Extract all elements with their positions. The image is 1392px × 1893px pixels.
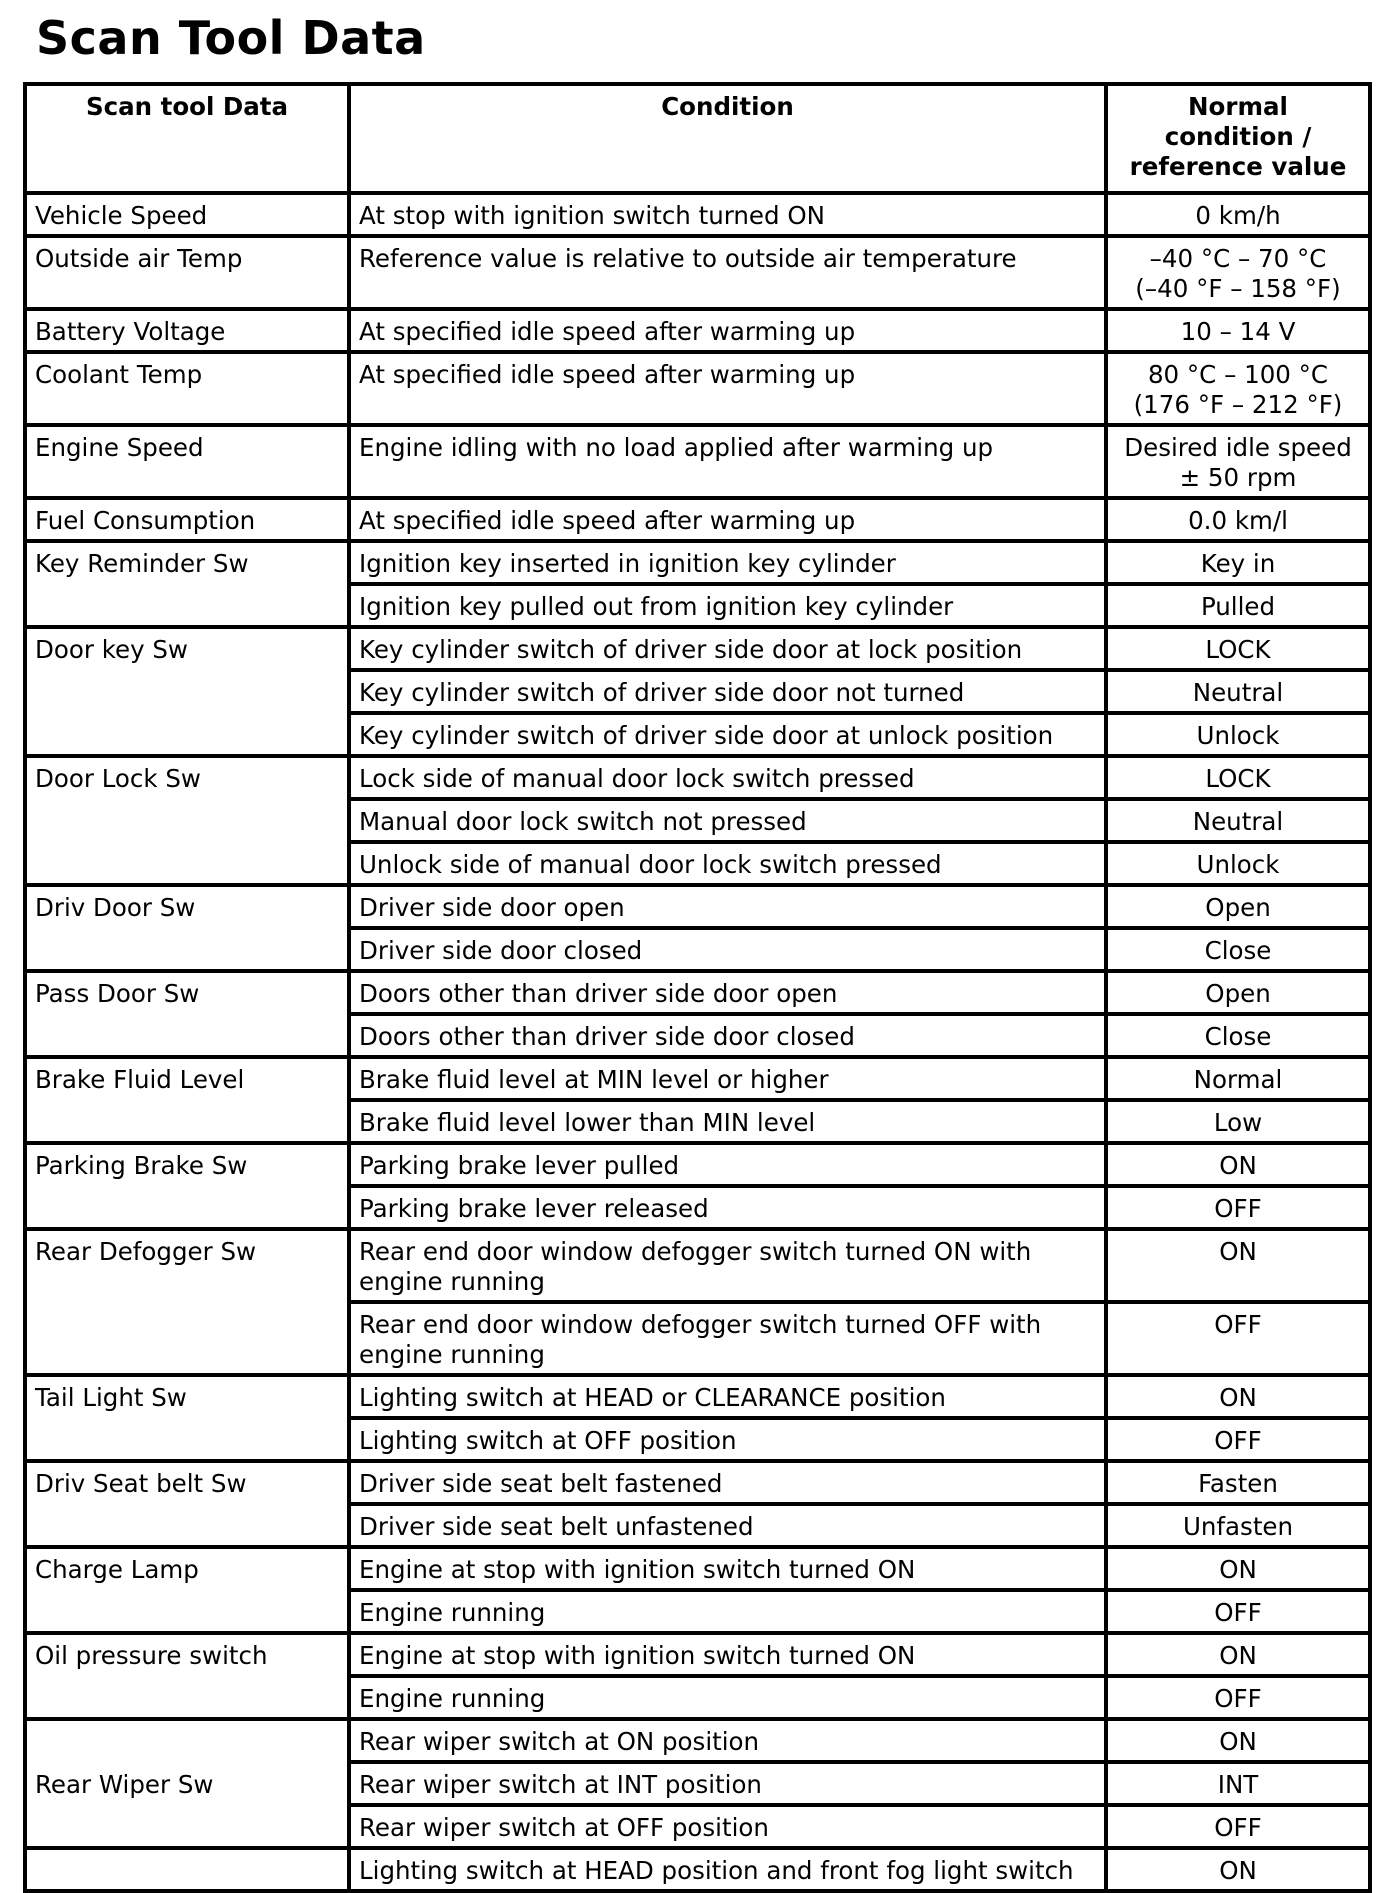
reference-value: 10 – 14 V — [1180, 317, 1296, 346]
scan-item-cell: Tail Light Sw — [25, 1375, 349, 1461]
condition-text: Rear wiper switch at ON position — [359, 1727, 760, 1756]
reference-value: ON — [1219, 1237, 1257, 1266]
condition-cell — [349, 352, 1106, 425]
page-title: Scan Tool Data — [36, 11, 426, 65]
table-body — [25, 193, 1370, 1891]
scan-item-cell: Driv Door Sw — [25, 885, 349, 971]
condition-cell — [349, 885, 1106, 928]
condition-text: Doors other than driver side door closed — [359, 1022, 855, 1051]
condition-text: Lighting switch at HEAD or CLEARANCE position — [359, 1383, 946, 1412]
condition-cell — [349, 498, 1106, 541]
condition-text: Key cylinder switch of driver side door at lock position — [359, 635, 1023, 664]
condition-cell — [349, 236, 1106, 309]
header-value-line3: reference value — [1129, 152, 1347, 181]
scan-item-cell: Battery Voltage — [25, 309, 349, 352]
reference-value: ON — [1219, 1727, 1257, 1756]
condition-cell — [349, 1805, 1106, 1848]
condition-cell — [349, 1719, 1106, 1762]
condition-cell — [349, 842, 1106, 885]
table-row — [25, 1848, 1370, 1891]
scan-item-cell: Coolant Temp — [25, 352, 349, 425]
reference-value-cell — [1106, 713, 1370, 756]
reference-value-cell — [1106, 670, 1370, 713]
reference-value: OFF — [1214, 1194, 1262, 1223]
reference-value: ON — [1219, 1641, 1257, 1670]
condition-text: Manual door lock switch not pressed — [359, 807, 807, 836]
reference-value-cell — [1106, 352, 1370, 425]
condition-cell — [349, 1461, 1106, 1504]
condition-cell — [349, 670, 1106, 713]
condition-cell — [349, 425, 1106, 498]
scan-item-cell: Outside air Temp — [25, 236, 349, 309]
condition-cell — [349, 1100, 1106, 1143]
reference-value-cell — [1106, 1418, 1370, 1461]
reference-value: Desired idle speed — [1124, 433, 1352, 462]
table-row — [25, 352, 1370, 425]
condition-text: Lock side of manual door lock switch pressed — [359, 764, 915, 793]
table-row — [25, 1375, 1370, 1418]
reference-value: Normal — [1193, 1065, 1283, 1094]
reference-value: Low — [1213, 1108, 1263, 1137]
header-condition — [349, 84, 1106, 193]
reference-value: Neutral — [1192, 678, 1284, 707]
condition-text: Ignition key inserted in ignition key cylinder — [359, 549, 896, 578]
condition-text: Engine running — [359, 1684, 546, 1713]
reference-value-cell — [1106, 309, 1370, 352]
reference-value-cell — [1106, 842, 1370, 885]
condition-text: Lighting switch at HEAD position and front fog light switch — [359, 1856, 1074, 1885]
header-value-line1: Normal — [1188, 92, 1288, 121]
reference-value: –40 °C – 70 °C — [1149, 244, 1327, 273]
scan-item-cell: Fuel Consumption — [25, 498, 349, 541]
condition-cell — [349, 1633, 1106, 1676]
condition-cell — [349, 1418, 1106, 1461]
reference-value-cell — [1106, 1848, 1370, 1891]
scan-item-cell: Door key Sw — [25, 627, 349, 756]
table-row — [25, 498, 1370, 541]
condition-cell — [349, 1302, 1106, 1375]
condition-cell — [349, 1375, 1106, 1418]
reference-value: 80 °C – 100 °C — [1147, 360, 1329, 389]
condition-text: At specified idle speed after warming up — [359, 506, 856, 535]
reference-value: OFF — [1214, 1598, 1262, 1627]
condition-cell — [349, 627, 1106, 670]
reference-value: Pulled — [1200, 592, 1276, 621]
table-row — [25, 1229, 1370, 1302]
reference-value-cell — [1106, 193, 1370, 236]
reference-value-cell — [1106, 236, 1370, 309]
header-normal-condition — [1106, 84, 1370, 193]
reference-value: Unlock — [1196, 721, 1280, 750]
reference-value: LOCK — [1205, 635, 1271, 664]
reference-value: ON — [1219, 1383, 1257, 1412]
reference-value-cell — [1106, 756, 1370, 799]
reference-value-cell — [1106, 498, 1370, 541]
table-row — [25, 541, 1370, 584]
condition-cell — [349, 309, 1106, 352]
table-row — [25, 425, 1370, 498]
condition-text-line2: engine running — [359, 1340, 545, 1369]
reference-value-cell — [1106, 584, 1370, 627]
reference-value: OFF — [1214, 1310, 1262, 1339]
scan-item-cell — [25, 1848, 349, 1891]
table-row — [25, 756, 1370, 799]
reference-value-cell — [1106, 799, 1370, 842]
condition-text: Parking brake lever pulled — [359, 1151, 680, 1180]
reference-value-cell — [1106, 1186, 1370, 1229]
scan-item-cell: Pass Door Sw — [25, 971, 349, 1057]
reference-value-cell — [1106, 928, 1370, 971]
reference-value-cell — [1106, 1375, 1370, 1418]
condition-cell — [349, 1590, 1106, 1633]
condition-text: Engine at stop with ignition switch turned ON — [359, 1555, 916, 1584]
scan-item-cell: Parking Brake Sw — [25, 1143, 349, 1229]
reference-value-cell — [1106, 425, 1370, 498]
reference-value: OFF — [1214, 1813, 1262, 1842]
header-condition-label: Condition — [661, 92, 794, 121]
condition-cell — [349, 584, 1106, 627]
reference-value: Key in — [1200, 549, 1276, 578]
condition-cell — [349, 1143, 1106, 1186]
condition-cell — [349, 713, 1106, 756]
condition-text: Engine running — [359, 1598, 546, 1627]
condition-text: Rear wiper switch at INT position — [359, 1770, 762, 1799]
reference-value-cell — [1106, 1504, 1370, 1547]
condition-text: Key cylinder switch of driver side door not turned — [359, 678, 965, 707]
condition-text: Unlock side of manual door lock switch pressed — [359, 850, 942, 879]
reference-value: 0.0 km/l — [1188, 506, 1288, 535]
reference-value: Close — [1204, 936, 1272, 965]
condition-cell — [349, 1229, 1106, 1302]
reference-value-cell — [1106, 1676, 1370, 1719]
table-header-row — [25, 84, 1370, 193]
reference-value-cell — [1106, 885, 1370, 928]
condition-text: Engine at stop with ignition switch turned ON — [359, 1641, 916, 1670]
reference-value: LOCK — [1205, 764, 1271, 793]
reference-value: OFF — [1214, 1684, 1262, 1713]
reference-value-cell — [1106, 1547, 1370, 1590]
reference-value-cell — [1106, 1014, 1370, 1057]
table-row — [25, 971, 1370, 1014]
header-item-label: Scan tool Data — [85, 92, 289, 121]
reference-value-cell — [1106, 1143, 1370, 1186]
condition-text: Driver side door open — [359, 893, 625, 922]
condition-text: Parking brake lever released — [359, 1194, 709, 1223]
condition-cell — [349, 756, 1106, 799]
table-row — [25, 309, 1370, 352]
condition-cell — [349, 1014, 1106, 1057]
condition-text: Engine idling with no load applied after warming up — [359, 433, 994, 462]
reference-value-cell — [1106, 627, 1370, 670]
condition-cell — [349, 1504, 1106, 1547]
table-row — [25, 885, 1370, 928]
reference-value-line2: ± 50 rpm — [1179, 463, 1297, 492]
reference-value: OFF — [1214, 1426, 1262, 1455]
reference-value-cell — [1106, 1229, 1370, 1302]
scan-item-cell: Key Reminder Sw — [25, 541, 349, 627]
condition-cell — [349, 1547, 1106, 1590]
table-row — [25, 1461, 1370, 1504]
condition-text: Rear wiper switch at OFF position — [359, 1813, 769, 1842]
condition-cell — [349, 971, 1106, 1014]
table-row — [25, 236, 1370, 309]
reference-value: Unfasten — [1182, 1512, 1294, 1541]
condition-cell — [349, 928, 1106, 971]
condition-cell — [349, 193, 1106, 236]
table-row — [25, 1547, 1370, 1590]
table-row — [25, 627, 1370, 670]
reference-value-cell — [1106, 1590, 1370, 1633]
scan-item-cell: Door Lock Sw — [25, 756, 349, 885]
scan-item-cell: Charge Lamp — [25, 1547, 349, 1633]
reference-value-cell — [1106, 1633, 1370, 1676]
condition-cell — [349, 1762, 1106, 1805]
condition-text: Driver side seat belt fastened — [359, 1469, 723, 1498]
reference-value-cell — [1106, 1805, 1370, 1848]
reference-value: INT — [1217, 1770, 1259, 1799]
condition-cell — [349, 541, 1106, 584]
reference-value-cell — [1106, 1057, 1370, 1100]
reference-value: Neutral — [1192, 807, 1284, 836]
scan-item-cell: Engine Speed — [25, 425, 349, 498]
condition-text: Driver side door closed — [359, 936, 643, 965]
condition-text: At specified idle speed after warming up — [359, 317, 856, 346]
condition-cell — [349, 1057, 1106, 1100]
scan-item-cell: Vehicle Speed — [25, 193, 349, 236]
reference-value-cell — [1106, 1100, 1370, 1143]
scan-item-cell: Rear Wiper Sw — [25, 1719, 349, 1848]
reference-value-cell — [1106, 1461, 1370, 1504]
reference-value: 0 km/h — [1195, 201, 1281, 230]
reference-value: ON — [1219, 1555, 1257, 1584]
condition-cell — [349, 1848, 1106, 1891]
condition-text: Driver side seat belt unfastened — [359, 1512, 754, 1541]
reference-value: Unlock — [1196, 850, 1280, 879]
reference-value: Open — [1205, 893, 1271, 922]
table-row — [25, 1057, 1370, 1100]
scan-tool-data-table — [23, 82, 1372, 1893]
condition-text: Lighting switch at OFF position — [359, 1426, 737, 1455]
condition-text: Ignition key pulled out from ignition key cylinder — [359, 592, 954, 621]
condition-cell — [349, 799, 1106, 842]
reference-value: ON — [1219, 1856, 1257, 1885]
table-row — [25, 193, 1370, 236]
condition-text: Rear end door window defogger switch turned OFF with — [359, 1310, 1042, 1339]
header-scan-tool-data — [25, 84, 349, 193]
reference-value-line2: (176 °F – 212 °F) — [1133, 390, 1343, 419]
reference-value-cell — [1106, 971, 1370, 1014]
header-value-line2: condition / — [1164, 122, 1312, 151]
table-row — [25, 1143, 1370, 1186]
reference-value-cell — [1106, 1762, 1370, 1805]
condition-text: Brake fluid level at MIN level or higher — [359, 1065, 829, 1094]
table-row — [25, 1633, 1370, 1676]
reference-value: Fasten — [1198, 1469, 1278, 1498]
reference-value-cell — [1106, 1302, 1370, 1375]
condition-text: Key cylinder switch of driver side door at unlock position — [359, 721, 1054, 750]
condition-text: At stop with ignition switch turned ON — [359, 201, 825, 230]
condition-text: Brake fluid level lower than MIN level — [359, 1108, 816, 1137]
scan-item-cell: Driv Seat belt Sw — [25, 1461, 349, 1547]
reference-value: Open — [1205, 979, 1271, 1008]
reference-value-cell — [1106, 1719, 1370, 1762]
reference-value: ON — [1219, 1151, 1257, 1180]
reference-value: Close — [1204, 1022, 1272, 1051]
reference-value-line2: (–40 °F – 158 °F) — [1135, 274, 1341, 303]
table-row — [25, 1719, 1370, 1762]
condition-text: Doors other than driver side door open — [359, 979, 838, 1008]
condition-text: Reference value is relative to outside air temperature — [359, 244, 1017, 273]
scan-item-cell: Rear Defogger Sw — [25, 1229, 349, 1375]
condition-cell — [349, 1676, 1106, 1719]
condition-cell — [349, 1186, 1106, 1229]
condition-text: At specified idle speed after warming up — [359, 360, 856, 389]
scan-item-cell: Oil pressure switch — [25, 1633, 349, 1719]
reference-value-cell — [1106, 541, 1370, 584]
condition-text-line2: engine running — [359, 1267, 545, 1296]
scan-item-cell: Brake Fluid Level — [25, 1057, 349, 1143]
condition-text: Rear end door window defogger switch turned ON with — [359, 1237, 1032, 1266]
